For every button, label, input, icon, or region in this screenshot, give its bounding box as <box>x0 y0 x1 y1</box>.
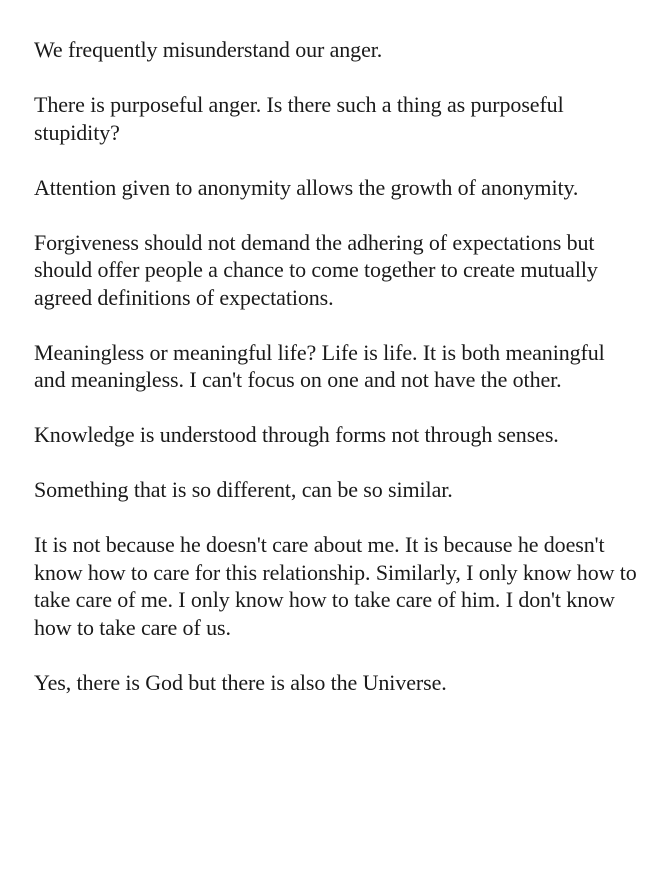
paragraph-anonymity: Attention given to anonymity allows the growth of anonymity. <box>34 174 579 200</box>
paragraph-purposeful-anger: There is purposeful anger. Is there such a thing as purposeful stupidity? <box>34 92 564 145</box>
paragraph-different-similar: Something that is so different, can be so similar. <box>34 477 453 502</box>
paragraph-forgiveness: Forgiveness should not demand the adhering of expectations but should offer people a chance to come together to create mutually agreed definitions of expectations. <box>34 229 598 310</box>
paragraph-anger: We frequently misunderstand our anger. <box>34 37 383 62</box>
paragraph-meaning-of-life: Meaningless or meaningful life? Life is life. It is both meaningful and meaningless. I can't focus on one and not have the other. <box>34 339 605 392</box>
paragraph-god-universe: Yes, there is God but there is also the Universe. <box>34 669 447 695</box>
document-body <box>34 36 638 724</box>
paragraph-knowledge: Knowledge is understood through forms not through senses. <box>34 422 559 447</box>
paragraph-relationship-care: It is not because he doesn't care about me. It is because he doesn't know how to care for this relationship. Similarly, I only know how to take care of me. I only know how to take care of him. I don't know how to take care of us. <box>34 532 637 640</box>
